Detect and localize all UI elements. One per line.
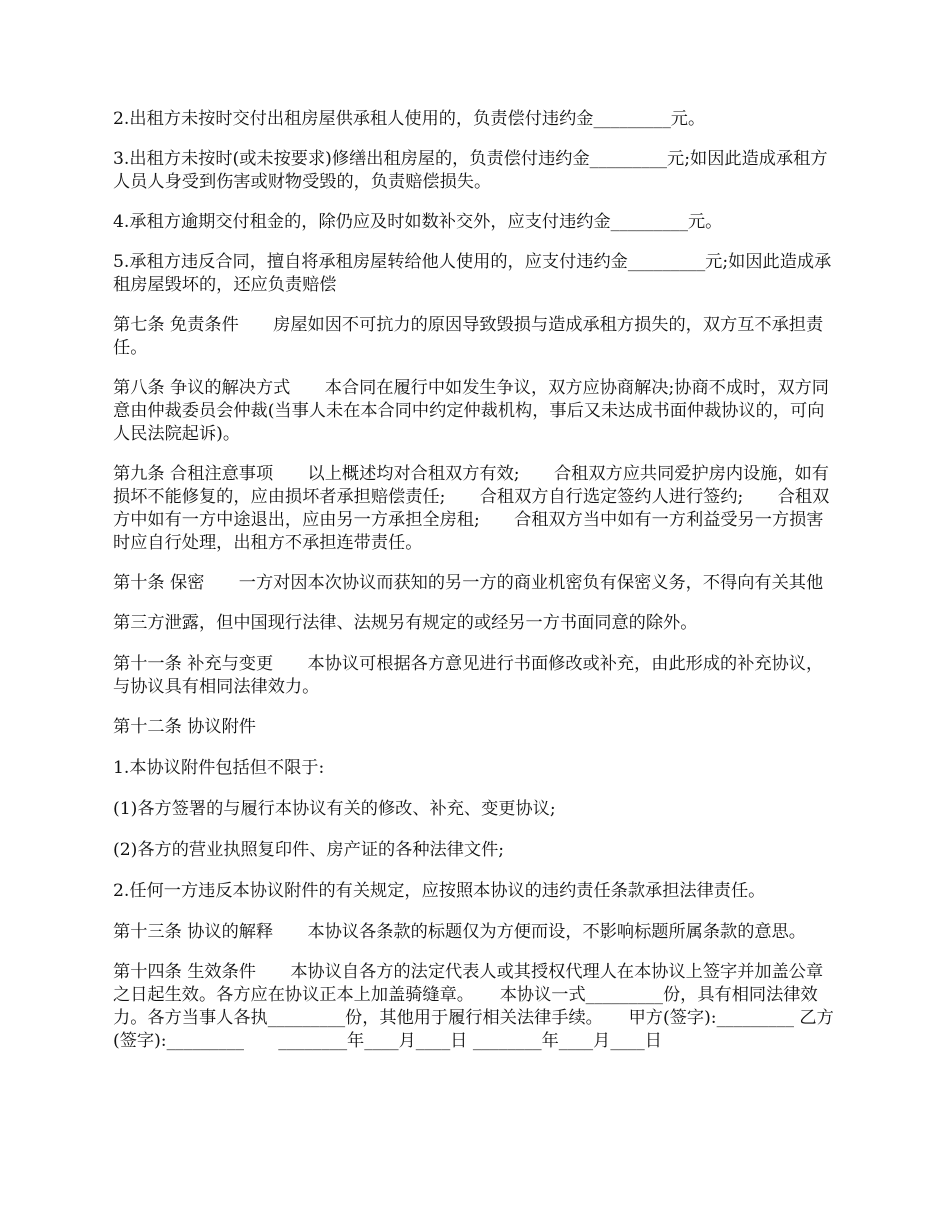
clause-12-item-1: 1.本协议附件包括但不限于:: [113, 758, 325, 778]
clause-12-item-1-2: (2)各方的营业执照复印件、房产证的各种法律文件;: [113, 840, 505, 860]
clause-13: 第十三条 协议的解释 本协议各条款的标题仅为方便而设，不影响标题所属条款的意思。: [113, 922, 806, 942]
clause-9: 第九条 合租注意事项 以上概述均对合租双方有效; 合租双方应共同爱护房内设施，如有损坏不能修复的，应由损坏者承担赔偿责任; 合租双方自行选定签约人进行签约; 合租双方中如有一方中途退出，应由另一方承担全房租; 合租双方当中如有一方利益受另一方损害时应自行处理，出租方不承担连带责任。: [113, 464, 830, 553]
clause-12-item-1-1: (1)各方签署的与履行本协议有关的修改、补充、变更协议;: [113, 799, 556, 819]
clause-12-item-2: 2.任何一方违反本协议附件的有关规定，应按照本协议的违约责任条款承担法律责任。: [113, 881, 766, 901]
clause-12-heading: 第十二条 协议附件: [113, 717, 256, 737]
document-body: [113, 108, 838, 1070]
clause-10-continued: 第三方泄露，但中国现行法律、法规另有规定的或经另一方书面同意的除外。: [113, 613, 698, 633]
clause-6-item-2: 2.出租方未按时交付出租房屋供承租人使用的，负责偿付违约金_________元。: [113, 109, 706, 129]
clause-14: 第十四条 生效条件 本协议自各方的法定代表人或其授权代理人在本协议上签字并加盖公章之日起生效。各方应在协议正本上加盖骑缝章。 本协议一式_________份，具有相同法律效力。各方当事人各执_________份，其他用于履行相关法律手续。 甲方(签字):_________ 乙方(签字):_________ ________年____月____日 ________年____月____日: [113, 962, 834, 1051]
clause-6-item-4: 4.承租方逾期交付租金的，除仍应及时如数补交外，应支付违约金_________元。: [113, 212, 723, 232]
clause-11: 第十一条 补充与变更 本协议可根据各方意见进行书面修改或补充，由此形成的补充协议，与协议具有相同法律效力。: [113, 654, 824, 697]
clause-6-item-5: 5.承租方违反合同，擅自将承租房屋转给他人使用的，应支付违约金_________元;如因此造成承租房屋毁坏的，还应负责赔偿: [113, 252, 832, 295]
clause-8: 第八条 争议的解决方式 本合同在履行中如发生争议，双方应协商解决;协商不成时，双方同意由仲裁委员会仲裁(当事人未在本合同中约定仲裁机构，事后又未达成书面仲裁协议的，可向人民法院起诉)。: [113, 378, 829, 444]
clause-10: 第十条 保密 一方对因本次协议而获知的另一方的商业机密负有保密义务，不得向有关其他: [113, 573, 824, 593]
clause-7: 第七条 免责条件 房屋如因不可抗力的原因导致毁损与造成承租方损失的，双方互不承担责任。: [113, 315, 824, 358]
clause-6-item-3: 3.出租方未按时(或未按要求)修缮出租房屋的，负责偿付违约金_________元;如因此造成承租方人员人身受到伤害或财物受毁的，负责赔偿损失。: [113, 149, 828, 192]
